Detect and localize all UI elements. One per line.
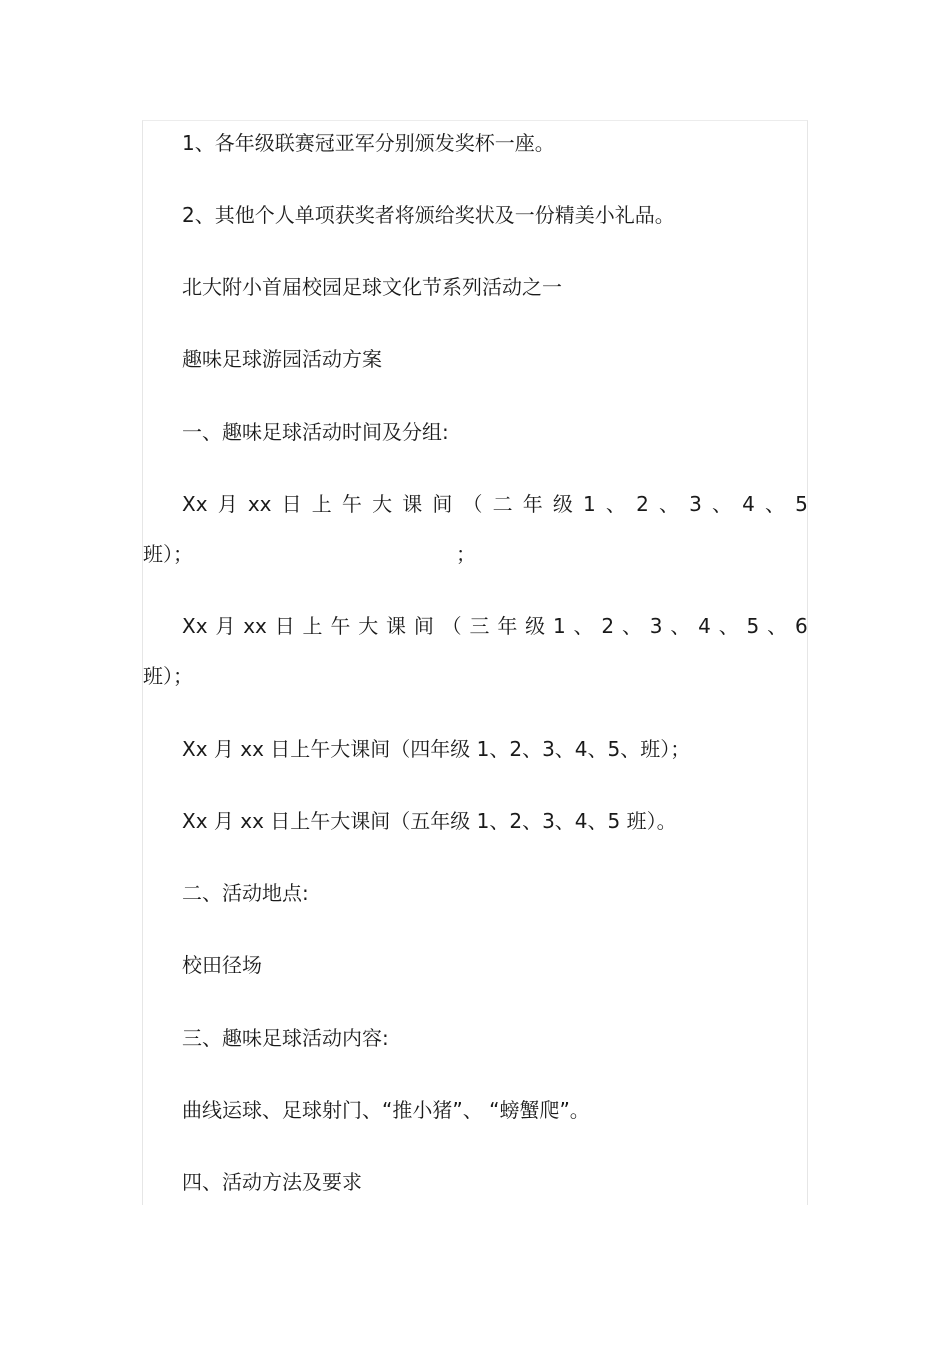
row7-token: 3 (649, 614, 663, 638)
row6-token: 日 (281, 492, 302, 516)
row6-token: 月 (217, 492, 238, 516)
schedule-grade-2-line (182, 492, 808, 516)
schedule-grade-4: Xx 月 xx 日上午大课间（四年级 1、2、3、4、5、班）； (182, 737, 691, 761)
venue-text: 校田径场 (182, 953, 262, 977)
row6-token: 二 (492, 492, 513, 516)
row7-token: 上 (302, 614, 323, 638)
row7-token: Xx (182, 614, 208, 638)
row7-token: 、 (718, 614, 739, 638)
row7-token: 日 (274, 614, 295, 638)
row7-token: 课 (386, 614, 407, 638)
row7-token: 、 (670, 614, 691, 638)
row6-token: 课 (402, 492, 423, 516)
section-2-heading: 二、活动地点: (182, 881, 309, 905)
plan-title: 趣味足球游园活动方案 (182, 347, 382, 371)
row6-token: 年 (522, 492, 543, 516)
row6-token: xx (247, 492, 272, 516)
section-4-heading: 四、活动方法及要求 (182, 1170, 362, 1194)
schedule-grade-3-tail: 班）； (143, 664, 193, 688)
row7-token: 、 (621, 614, 642, 638)
award-item-1: 1、各年级联赛冠亚军分别颁发奖杯一座。 (182, 131, 555, 155)
row7-token: 间 (413, 614, 434, 638)
schedule-grade-2-tail: 班）； (143, 542, 193, 566)
row6-token: 间 (432, 492, 453, 516)
row7-token: 年 (497, 614, 518, 638)
row7-token: 级 (525, 614, 546, 638)
row7-token: 三 (469, 614, 490, 638)
row7-token: 5 (746, 614, 760, 638)
section-1-heading: 一、趣味足球活动时间及分组: (182, 420, 449, 444)
activity-content-text: 曲线运球、足球射门、“推小猪”、 “螃蟹爬”。 (182, 1098, 590, 1122)
row7-token: xx (243, 614, 267, 638)
row7-token: （ (441, 614, 462, 638)
row6-token: 4 (742, 492, 755, 516)
row6-token: 级 (552, 492, 573, 516)
row6-token: 2 (636, 492, 649, 516)
schedule-grade-2-extra-semicolon: ； (456, 542, 476, 566)
row6-token: 上 (311, 492, 332, 516)
row7-token: 午 (330, 614, 351, 638)
row7-token: 大 (358, 614, 379, 638)
row6-token: 大 (372, 492, 393, 516)
row6-token: 、 (658, 492, 679, 516)
award-item-2: 2、其他个人单项获奖者将颁给奖状及一份精美小礼品。 (182, 203, 675, 227)
schedule-grade-3-line (182, 614, 808, 638)
row6-token: 午 (341, 492, 362, 516)
row6-token: （ (462, 492, 483, 516)
row7-token: 、 (573, 614, 594, 638)
row6-token: Xx (182, 492, 208, 516)
row7-token: 6 (794, 614, 808, 638)
row6-token: 5 (795, 492, 808, 516)
row7-token: 2 (601, 614, 615, 638)
row6-token: 、 (605, 492, 626, 516)
row7-token: 1 (552, 614, 566, 638)
series-title: 北大附小首届校园足球文化节系列活动之一 (182, 275, 562, 299)
section-3-heading: 三、趣味足球活动内容: (182, 1026, 389, 1050)
row6-token: 、 (711, 492, 732, 516)
row7-token: 、 (767, 614, 788, 638)
row6-token: 1 (583, 492, 596, 516)
row6-token: 、 (764, 492, 785, 516)
schedule-grade-5: Xx 月 xx 日上午大课间（五年级 1、2、3、4、5 班）。 (182, 809, 677, 833)
row7-token: 4 (698, 614, 711, 638)
row6-token: 3 (689, 492, 702, 516)
row7-token: 月 (215, 614, 236, 638)
